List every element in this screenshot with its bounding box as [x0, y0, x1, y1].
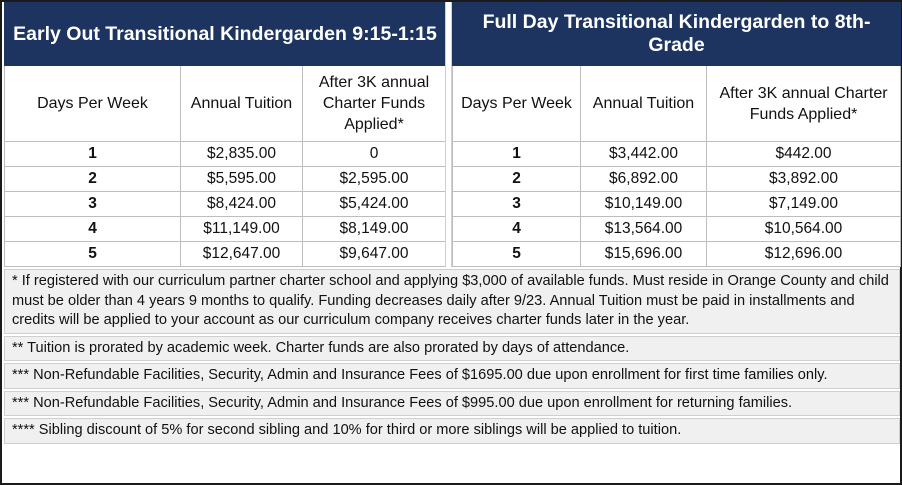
column-header-after-charter: After 3K annual Charter Funds Applied* — [707, 66, 901, 142]
days-cell: 5 — [5, 241, 181, 266]
full-day-tuition-table — [452, 2, 901, 267]
days-cell: 3 — [453, 191, 581, 216]
table-row — [453, 191, 901, 216]
after-charter-cell: $442.00 — [707, 141, 901, 166]
days-cell: 2 — [453, 166, 581, 191]
after-charter-cell: $12,696.00 — [707, 241, 901, 266]
table-row — [453, 216, 901, 241]
table-row — [5, 191, 446, 216]
footnote-fees-first-time: *** Non-Refundable Facilities, Security, Admin and Insurance Fees of $1695.00 due upon enrollment for first time families only. — [4, 363, 900, 389]
tuition-cell: $5,595.00 — [181, 166, 303, 191]
column-header-after-charter: After 3K annual Charter Funds Applied* — [303, 66, 446, 142]
footnote-charter-funds: * If registered with our curriculum partner charter school and applying $3,000 of available funds. Must reside in Orange County and child must be older than 4 years 9 months to qualify. Funding decreases daily after 9/23. Annual Tuition must be paid in installments and credits will be applied to your account as our curriculum company receives charter funds later in the year. — [4, 269, 900, 334]
column-header-tuition: Annual Tuition — [581, 66, 707, 142]
table-row — [5, 241, 446, 266]
footnote-sibling-discount: **** Sibling discount of 5% for second sibling and 10% for third or more siblings will be applied to tuition. — [4, 418, 900, 444]
after-charter-cell: $9,647.00 — [303, 241, 446, 266]
days-cell: 1 — [5, 141, 181, 166]
full-day-title: Full Day Transitional Kindergarden to 8th-Grade — [453, 3, 901, 66]
tuition-cell: $13,564.00 — [581, 216, 707, 241]
column-header-days: Days Per Week — [453, 66, 581, 142]
table-row — [5, 166, 446, 191]
days-cell: 2 — [5, 166, 181, 191]
after-charter-cell: $2,595.00 — [303, 166, 446, 191]
tuition-cell: $6,892.00 — [581, 166, 707, 191]
tuition-cell: $10,149.00 — [581, 191, 707, 216]
table-row — [5, 216, 446, 241]
footnotes — [4, 269, 900, 446]
table-row — [5, 141, 446, 166]
days-cell: 1 — [453, 141, 581, 166]
early-out-tuition-table — [4, 2, 446, 267]
table-row — [453, 141, 901, 166]
after-charter-cell: $8,149.00 — [303, 216, 446, 241]
days-cell: 5 — [453, 241, 581, 266]
tuition-cell: $8,424.00 — [181, 191, 303, 216]
tuition-cell: $12,647.00 — [181, 241, 303, 266]
tuition-tables — [2, 2, 900, 267]
after-charter-cell: $3,892.00 — [707, 166, 901, 191]
tuition-cell: $3,442.00 — [581, 141, 707, 166]
days-cell: 4 — [5, 216, 181, 241]
column-header-tuition: Annual Tuition — [181, 66, 303, 142]
days-cell: 3 — [5, 191, 181, 216]
after-charter-cell: $5,424.00 — [303, 191, 446, 216]
tuition-cell: $2,835.00 — [181, 141, 303, 166]
table-row — [453, 166, 901, 191]
table-separator — [445, 2, 452, 267]
early-out-title: Early Out Transitional Kindergarden 9:15-1:15 — [5, 3, 446, 66]
footnote-fees-returning: *** Non-Refundable Facilities, Security, Admin and Insurance Fees of $995.00 due upon enrollment for returning families. — [4, 391, 900, 417]
column-header-days: Days Per Week — [5, 66, 181, 142]
after-charter-cell: 0 — [303, 141, 446, 166]
tuition-cell: $15,696.00 — [581, 241, 707, 266]
days-cell: 4 — [453, 216, 581, 241]
after-charter-cell: $10,564.00 — [707, 216, 901, 241]
tuition-cell: $11,149.00 — [181, 216, 303, 241]
after-charter-cell: $7,149.00 — [707, 191, 901, 216]
footnote-proration: ** Tuition is prorated by academic week. Charter funds are also prorated by days of attendance. — [4, 336, 900, 362]
table-row — [453, 241, 901, 266]
